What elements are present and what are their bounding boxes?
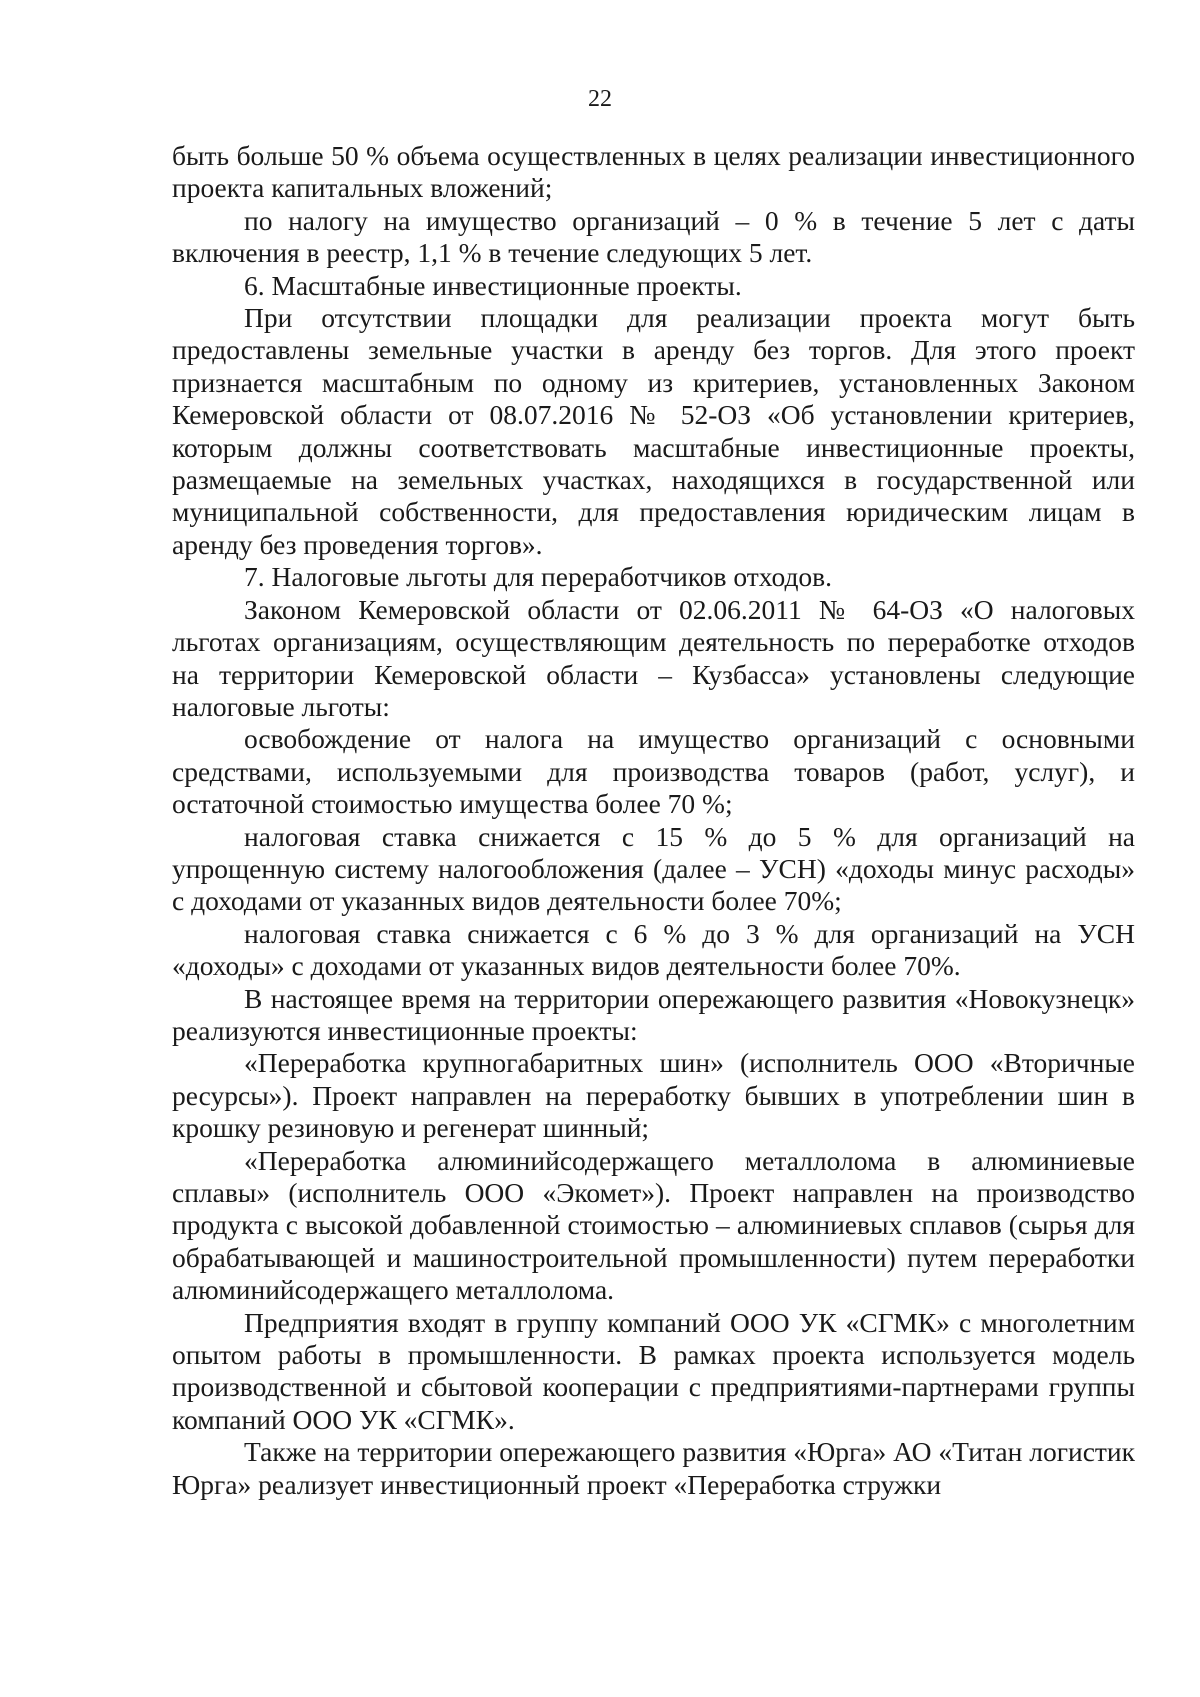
paragraph: Также на территории опережающего развития «Юрга» АО «Титан логистик Юрга» реализует инвестиционный проект «Переработка стружки [172,1436,1135,1500]
paragraph: В настоящее время на территории опережающего развития «Новокузнецк» реализуются инвестиционные проекты: [172,982,1135,1046]
paragraph: Предприятия входят в группу компаний ООО УК «СГМК» с многолетним опытом работы в промышленности. В рамках проекта используется модель производственной и сбытовой кооперации с предприятиями-партнерами группы компаний ООО УК «СГМК». [172,1306,1135,1435]
document-body [172,140,1135,1501]
list-item: налоговая ставка снижается с 15 % до 5 % для организаций на упрощенную систему налогообложения (далее – УСН) «доходы минус расходы» с доходами от указанных видов деятельности более 70%; [172,820,1135,917]
list-item: «Переработка крупногабаритных шин» (исполнитель ООО «Вторичные ресурсы»). Проект направлен на переработку бывших в употреблении шин в крошку резиновую и регенерат шинный; [172,1047,1135,1144]
paragraph: по налогу на имущество организаций – 0 % в течение 5 лет с даты включения в реестр, 1,1 % в течение следующих 5 лет. [172,204,1135,269]
paragraph: быть больше 50 % объема осуществленных в целях реализации инвестиционного проекта капитальных вложений; [172,140,1135,204]
page-number: 22 [588,86,612,112]
section-heading: 7. Налоговые льготы для переработчиков отходов. [244,561,833,593]
list-item: налоговая ставка снижается с 6 % до 3 % для организаций на УСН «доходы» с доходами от указанных видов деятельности более 70%. [172,917,1135,982]
list-item: «Переработка алюминийсодержащего металлолома в алюминиевые сплавы» (исполнитель ООО «Экомет»). Проект направлен на производство продукта с высокой добавленной стоимостью – алюминиевых сплавов (сырья для обрабатывающей и машиностроительной промышленности) путем переработки алюминийсодержащего металлолома. [172,1144,1135,1306]
section-heading: 6. Масштабные инвестиционные проекты. [244,269,742,301]
paragraph: При отсутствии площадки для реализации проекта могут быть предоставлены земельные участки в аренду без торгов. Для этого проект признается масштабным по одному из критериев, установленных Законом Кемеровской области от 08.07.2016 № 52-ОЗ «Об установлении критериев, которым должны соответствовать масштабные инвестиционные проекты, размещаемые на земельных участках, находящихся в государственной или муниципальной собственности, для предоставления юридическим лицам в аренду без проведения торгов». [172,302,1135,560]
paragraph: Законом Кемеровской области от 02.06.2011 № 64-ОЗ «О налоговых льготах организациям, осуществляющим деятельность по переработке отходов на территории Кемеровской области – Кузбасса» установлены следующие налоговые льготы: [172,593,1135,722]
list-item: освобождение от налога на имущество организаций с основными средствами, используемыми для производства товаров (работ, услуг), и остаточной стоимостью имущества более 70 %; [172,723,1135,820]
